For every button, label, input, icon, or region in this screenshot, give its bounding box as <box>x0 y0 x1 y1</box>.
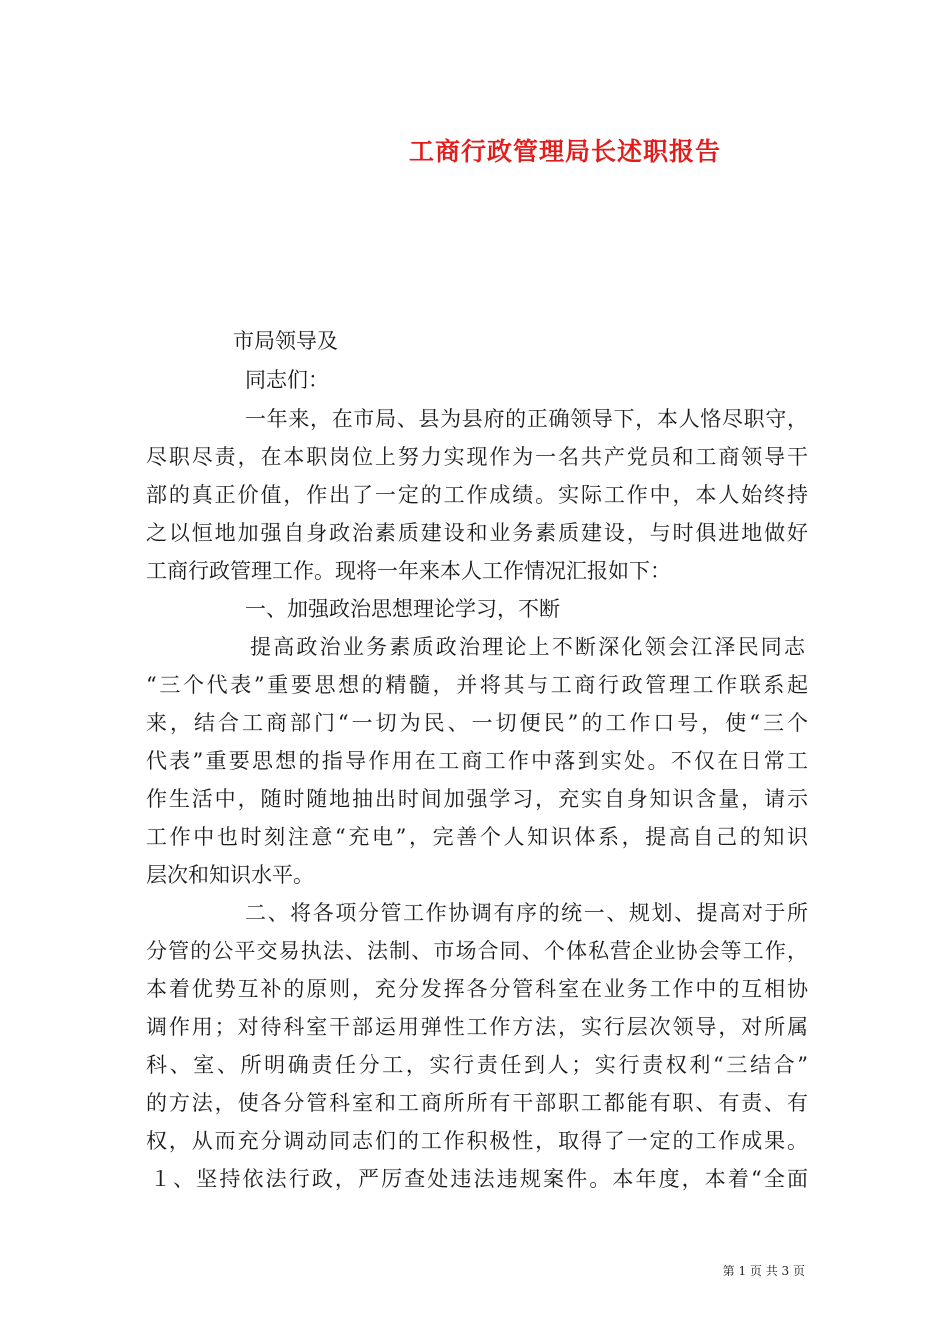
body-line: 作生活中，随时随地抽出时间加强学习，充实自身知识含量，请示 <box>146 787 808 811</box>
body-line: 分管的公平交易执法、法制、市场合同、个体私营企业协会等工作， <box>146 939 808 963</box>
body-line: １、坚持依法行政，严厉查处违法违规案件。本年度，本着“全面 <box>150 1167 808 1191</box>
body-line: 工商行政管理工作。现将一年来本人工作情况汇报如下： <box>146 559 671 583</box>
body-line: 权，从而充分调动同志们的工作积极性，取得了一定的工作成果。 <box>146 1129 808 1153</box>
section-heading-1: 一、加强政治思想理论学习，不断 <box>245 597 560 621</box>
section-heading-2: 二、将各项分管工作协调有序的统一、规划、提高对于所 <box>245 901 808 925</box>
body-line: 的方法，使各分管科室和工商所所有干部职工都能有职、有责、有 <box>146 1091 808 1115</box>
body-line: 提高政治业务素质政治理论上不断深化领会江泽民同志 <box>250 635 805 659</box>
body-line: 本着优势互补的原则，充分发挥各分管科室在业务工作中的互相协 <box>146 977 808 1001</box>
body-line: 工作中也时刻注意“充电”，完善个人知识体系，提高自己的知识 <box>146 825 808 849</box>
salutation-line-1: 市局领导及 <box>233 329 338 353</box>
body-line: 尽职尽责，在本职岗位上努力实现作为一名共产党员和工商领导干 <box>146 445 808 469</box>
body-line: 层次和知识水平。 <box>146 863 314 887</box>
body-line: 调作用；对待科室干部运用弹性工作方法，实行层次领导，对所属 <box>146 1015 808 1039</box>
salutation-line-2: 同志们： <box>245 368 329 392</box>
document-title: 工商行政管理局长述职报告 <box>408 137 721 166</box>
page-footer: 第 1 页 共 3 页 <box>722 1264 805 1278</box>
body-line: 代表”重要思想的指导作用在工商工作中落到实处。不仅在日常工 <box>146 749 808 773</box>
body-line: 部的真正价值，作出了一定的工作成绩。实际工作中，本人始终持 <box>146 483 808 507</box>
body-line: 科、室、所明确责任分工，实行责任到人；实行责权利“三结合” <box>146 1053 808 1077</box>
body-line: “三个代表”重要思想的精髓，并将其与工商行政管理工作联系起 <box>146 673 808 697</box>
body-line: 之以恒地加强自身政治素质建设和业务素质建设，与时俱进地做好 <box>146 521 808 545</box>
body-line: 来，结合工商部门“一切为民、一切便民”的工作口号，使“三个 <box>146 711 808 735</box>
body-line: 一年来，在市局、县为县府的正确领导下，本人恪尽职守， <box>245 407 808 431</box>
